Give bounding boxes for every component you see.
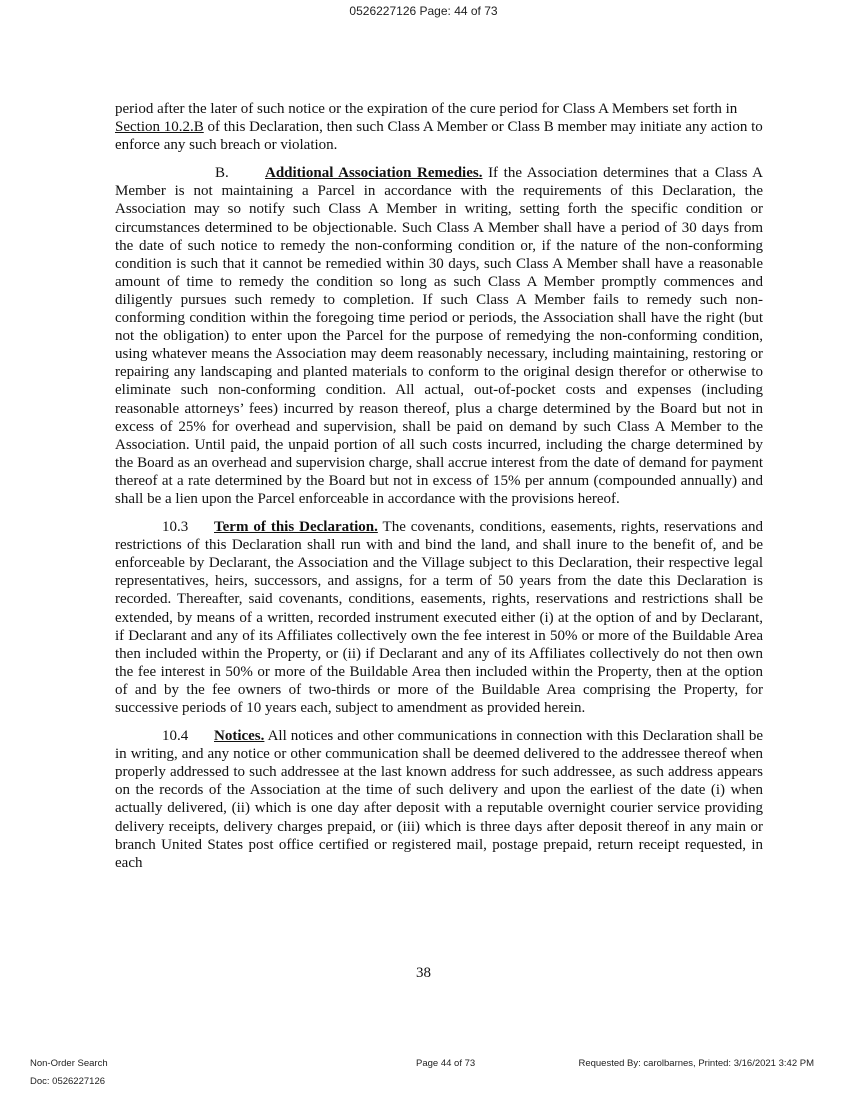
paragraph-text: The covenants, conditions, easements, rights, reservations and restrictions of this Declaration shall run with and bind the land, and shall inure to the benefit of, and be enforceable by Declarant, the Association and the Village subject to this Declaration, their respective legal representatives, heirs, successors, and assigns, for a term of 50 years from the date this Declaration is recorded. Thereafter, said covenants, conditions, easements, rights, reservations and restrictions shall be extended, by means of a written, recorded instrument executed either (i) at the option of and by Declarant, if Declarant and any of its Affiliates collectively own the fee interest in 50% or more of the Buildable Area then included within the Property, or (ii) if Declarant and any of its Affiliates collectively do not then own the fee interest in 50% or more of the Buildable Area then included within the Property, then at the option of and by the fee owners of two-thirds or more of the Buildable Area comprising the Property, for successive periods of 10 years each, subject to amendment as provided herein. (115, 519, 763, 716)
footer-page-count: Page 44 of 73 (416, 1058, 476, 1069)
section-number: 10.4 (162, 728, 189, 745)
paragraph-text: period after the later of such notice or the expiration of the cure period for Class A Members set forth in (115, 101, 738, 117)
page-number: 38 (416, 965, 431, 981)
paragraph-notices (115, 727, 763, 872)
subsection-heading: Additional Association Remedies. (265, 165, 483, 182)
recording-stamp: 0526227126 Page: 44 of 73 (349, 4, 498, 18)
footer-doc-number: Doc: 0526227126 (30, 1076, 106, 1087)
paragraph-text: All notices and other communications in connection with this Declaration shall be in writing, and any notice or other communication shall be deemed delivered to the addressee thereof when properly addressed to such addressee at the last known address for such addressee, as such address appears on the records of the Association at the time of such delivery and upon the earliest of the date (i) when actually delivered, (ii) which is one day after deposit with a reputable overnight courier service providing delivery receipts, delivery charges prepaid, or (iii) which is three days after deposit thereof in any main or branch United States post office certified or registered mail, postage prepaid, return receipt requested, in each (115, 728, 763, 871)
paragraph-term (115, 518, 763, 717)
section-heading: Notices. (214, 728, 265, 745)
footer-requested-by: Requested By: carolbarnes, Printed: 3/16/2021 3:42 PM (578, 1058, 814, 1069)
section-reference: Section 10.2.B (115, 119, 204, 136)
paragraph-additional-remedies (115, 164, 763, 508)
paragraph-text: of this Declaration, then such Class A Member or Class B member may initiate any action to enforce any such breach or violation. (115, 119, 763, 154)
paragraph-text: If the Association determines that a Class A Member is not maintaining a Parcel in accordance with the requirements of this Declaration, the Association may so notify such Class A Member in writing, setting forth the specific condition or circumstances determined to be objectionable. Such Class A Member shall have a period of 30 days from the date of such notice to remedy the non-conforming condition or, if the nature of the non-conforming condition is such that it cannot be remedied within 30 days, such Class A Member shall have a reasonable amount of time to remedy the condition so long as such Class A Member promptly commences and diligently pursues such remedy to completion. If such Class A Member fails to remedy such non-conforming condition within the foregoing time period or periods, the Association shall have the right (but not the obligation) to enter upon the Parcel for the purpose of remedying the non-conforming condition, using whatever means the Association may deem reasonably necessary, including maintaining, restoring or repairing any landscaping and planted materials to conform to the original design therefor or otherwise to eliminate such non-conforming condition. All actual, out-of-pocket costs and expenses (including reasonable attorneys’ fees) incurred by reason thereof, plus a charge determined by the Board but not in excess of 25% for overhead and supervision, shall be paid on demand by such Class A Member to the Association. Until paid, the unpaid portion of all such costs incurred, including the charge determined by the Board as an overhead and supervision charge, shall accrue interest from the date of demand for payment thereof at a rate determined by the Board but not in excess of 15% per annum (compounded annually) and shall be a lien upon the Parcel enforceable in accordance with the provisions hereof. (115, 165, 764, 507)
paragraph-continuation (115, 100, 763, 154)
subsection-label: B. (215, 165, 229, 182)
document-body (115, 100, 763, 882)
footer-search-type: Non-Order Search (30, 1058, 108, 1069)
section-heading: Term of this Declaration. (214, 519, 378, 536)
section-number: 10.3 (162, 519, 189, 536)
